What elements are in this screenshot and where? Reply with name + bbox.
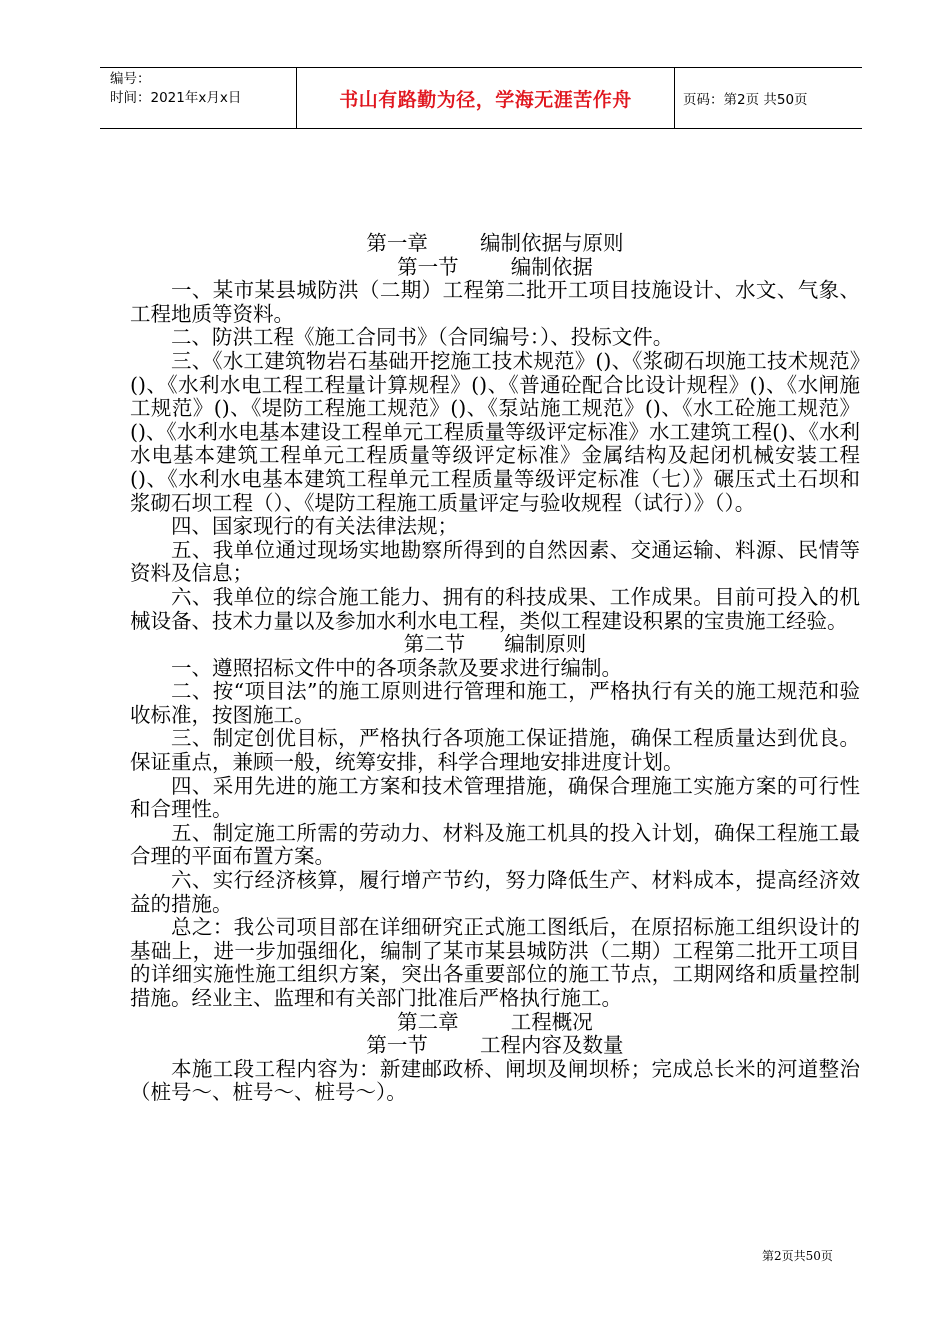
page-header [100, 67, 862, 129]
section-heading: 第一节 工程内容及数量 [366, 1033, 624, 1058]
header-meta [100, 68, 297, 128]
paragraph: 四、国家现行的有关法律法规； [171, 514, 458, 539]
header-motto: 书山有路勤为径，学海无涯苦作舟 [297, 68, 675, 128]
paragraph: 四、采用先进的施工方案和技术管理措施，确保合理施工实施方案的可行性和合理性。 [130, 773, 860, 822]
chapter-heading: 第一章 编制依据与原则 [366, 231, 624, 255]
paragraph: 二、按“项目法”的施工原则进行管理和施工，严格执行有关的施工规范和验收标准，按图施工。 [130, 679, 860, 727]
paragraph: 本施工段工程内容为：新建邮政桥、闸坝及闸坝桥；完成总长米的河道整治（桩号～、桩号～、桩号～）。 [130, 1056, 860, 1105]
paragraph: 总之：我公司项目部在详细研究正式施工图纸后，在原招标施工组织设计的基础上，进一步加强细化，编制了某市某县城防洪（二期）工程第二批开工项目的详细实施性施工组织方案，突出各重要部位的施工节点，工期网络和质量控制措施。经业主、监理和有关部门批准后严格执行施工。 [130, 915, 860, 1010]
paragraph: 二、防洪工程《施工合同书》（合同编号：）、投标文件。 [171, 325, 674, 350]
paragraph: 三、《水工建筑物岩石基础开挖施工技术规范》()、《浆砌石坝施工技术规范》()、《水利水电工程工程量计算规程》()、《普通砼配合比设计规程》()、《水闸施工规范》()、《堤防工程施工规范》()、《泵站施工规范》()、《水工砼施工规范》()、《水利水电基本建设工程单元工程质量等级评定标准》水工建筑工程()、《水利水电基本建筑工程单元工程质量等级评定标准》金属结构及起闭机械安装工程()、《水利水电基本建筑工程单元工程质量等级评定标准（七）》碾压式土石坝和浆砌石坝工程（）、《堤防工程施工质量评定与验收规程（试行）》（）。 [130, 348, 860, 515]
paragraph: 三、制定创优目标，严格执行各项施工保证措施，确保工程质量达到优良。保证重点，兼顾一般，统筹安排，科学合理地安排进度计划。 [130, 726, 860, 775]
chapter-heading: 第二章 工程概况 [397, 1009, 593, 1034]
section-heading: 第一节 编制依据 [397, 254, 593, 279]
document-time-label: 时间：2021年x月x日 [110, 90, 242, 106]
page-footer-number: 第2页共50页 [762, 1249, 833, 1263]
paragraph: 六、我单位的综合施工能力、拥有的科技成果、工作成果。目前可投入的机械设备、技术力量以及参加水利水电工程，类似工程建设积累的宝贵施工经验。 [130, 584, 860, 633]
section-heading: 第二节 编制原则 [403, 632, 587, 657]
header-page-number: 页码：第2页 共50页 [683, 92, 808, 108]
paragraph: 五、制定施工所需的劳动力、材料及施工机具的投入计划，确保工程施工最合理的平面布置方案。 [130, 820, 860, 869]
paragraph: 五、我单位通过现场实地勘察所得到的自然因素、交通运输、料源、民情等资料及信息； [130, 537, 860, 586]
document-number-label: 编号： [110, 71, 151, 87]
paragraph: 一、某市某县城防洪（二期）工程第二批开工项目技施设计、水文、气象、工程地质等资料。 [130, 278, 860, 326]
paragraph: 六、实行经济核算，履行增产节约，努力降低生产、材料成本，提高经济效益的措施。 [130, 868, 860, 916]
document-body [130, 232, 860, 1105]
paragraph: 一、遵照招标文件中的各项条款及要求进行编制。 [171, 655, 622, 680]
